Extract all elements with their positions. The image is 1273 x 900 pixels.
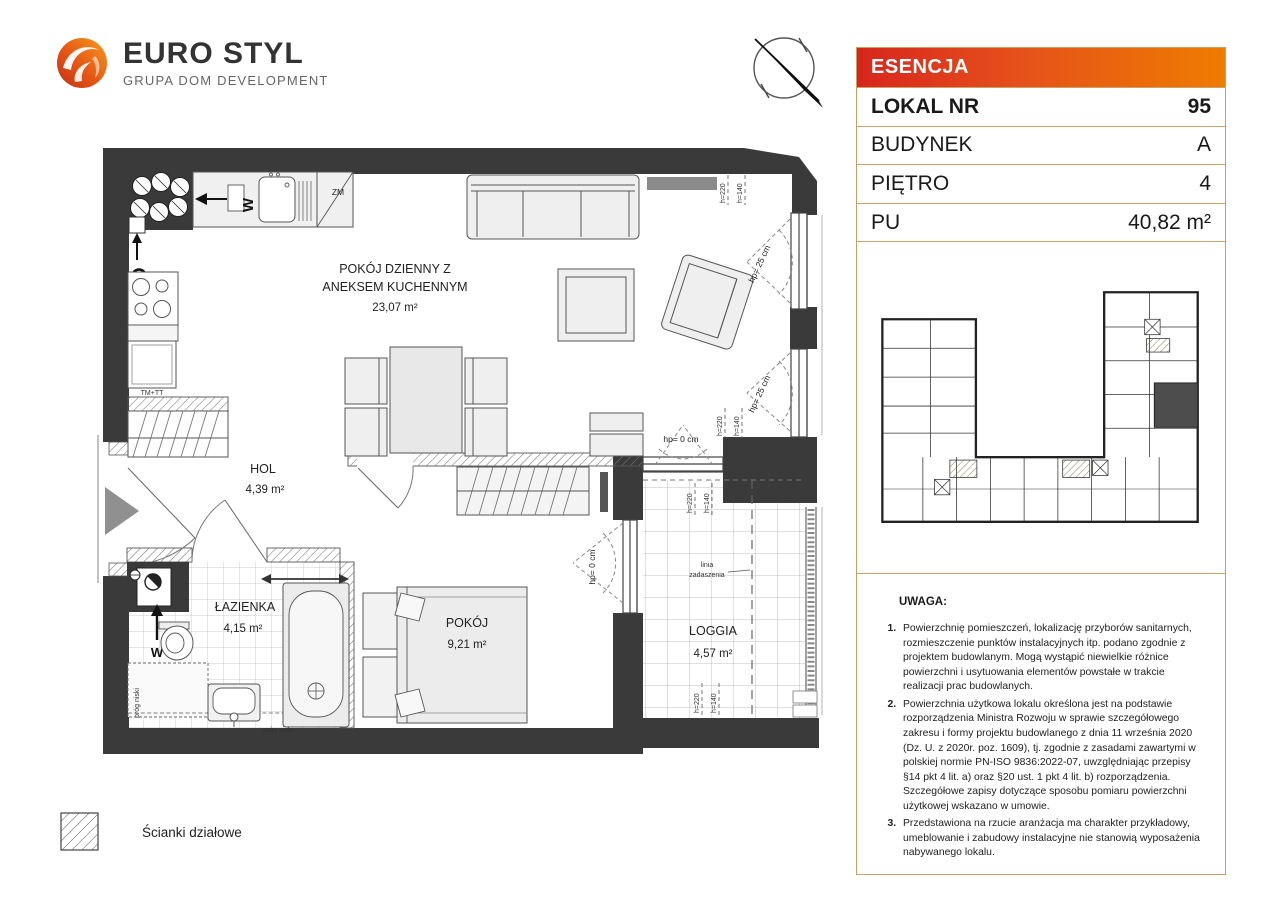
partition-wall-swatch [60, 812, 100, 852]
entry-jamb [109, 563, 129, 576]
euro-styl-flame-icon [55, 36, 109, 90]
fridge [128, 341, 176, 388]
notes-section [857, 573, 1225, 874]
svg-text:9,21 m²: 9,21 m² [447, 639, 487, 651]
svg-text:4,39 m²: 4,39 m² [245, 484, 285, 496]
threshold-label: próg niski [134, 688, 141, 718]
info-row-pu [857, 203, 1225, 242]
north-arrow-icon [738, 22, 830, 119]
row-value: A [1196, 133, 1211, 157]
legend-label: Ścianki działowe [142, 824, 242, 840]
brand-name: EURO STYL [123, 36, 304, 70]
dishwasher-label: ZM [331, 187, 345, 197]
sofa [467, 175, 639, 239]
living-room-label: POKÓJ DZIENNY Z [339, 262, 451, 276]
legend [60, 812, 242, 852]
bed [363, 587, 527, 723]
washbasin [208, 684, 260, 727]
bedroom-label: POKÓJ [445, 616, 489, 630]
info-row-budynek [857, 126, 1225, 165]
armchair [660, 254, 754, 351]
row-value: 40,82 m² [1128, 210, 1211, 234]
note-item: 3. Przedstawiona na rzucie aranżacja ma charakter przykładowy, umeblowanie i zabudowy instalacyjne nie stanowią wyposażenia nabywanego lokalu. [899, 817, 1207, 861]
media-cabinet [590, 413, 643, 456]
notes-list [875, 622, 1207, 861]
tv-sideboard [647, 177, 717, 190]
row-value: 95 [1187, 94, 1211, 118]
loggia-label: LOGGIA [689, 624, 737, 638]
developer-logo [55, 36, 329, 90]
kitchen-sink [259, 177, 295, 222]
living-room-furniture [345, 175, 755, 456]
meter-label: TM+TT [140, 390, 164, 397]
building-overview-map [857, 241, 1225, 573]
svg-text:hp= 0 cm: hp= 0 cm [663, 434, 699, 444]
row-label: LOKAL NR [871, 94, 980, 118]
svg-text:ANEKSEM KUCHENNYM: ANEKSEM KUCHENNYM [322, 280, 468, 294]
coffee-table [558, 269, 634, 341]
hall-wardrobe [128, 411, 228, 457]
svg-text:h=220: h=220 [717, 416, 724, 436]
hall-label: HOL [250, 462, 276, 476]
loggia-floor [643, 480, 805, 718]
info-row-lokal [857, 87, 1225, 126]
row-label: BUDYNEK [871, 133, 973, 157]
svg-text:h=220: h=220 [720, 183, 727, 203]
threshold-label: próg niski [263, 727, 293, 734]
svg-text:23,07 m²: 23,07 m² [372, 302, 418, 314]
svg-text:linia: linia [700, 562, 714, 569]
kitchen-area [127, 172, 353, 457]
row-value: 4 [1199, 171, 1211, 195]
entry-arrow [105, 487, 139, 535]
bathroom-label: ŁAZIENKA [214, 600, 276, 614]
washer-label: W [150, 645, 164, 660]
brand-tagline: GRUPA DOM DEVELOPMENT [123, 72, 329, 88]
project-name-header: ESENCJA [857, 48, 1225, 87]
svg-text:4,15 m²: 4,15 m² [223, 623, 263, 635]
notes-title: UWAGA: [899, 596, 947, 608]
highlighted-unit [1154, 383, 1197, 427]
apartment-floor-plan [95, 135, 840, 780]
svg-text:h=140: h=140 [704, 493, 711, 513]
svg-text:hp= 25 cm: hp= 25 cm [746, 243, 773, 284]
row-label: PIĘTRO [871, 171, 950, 195]
svg-text:hp= 0 cm: hp= 0 cm [587, 549, 597, 585]
note-item: 1. Powierzchnię pomieszczeń, lokalizację przyborów sanitarnych, rozmieszczenie punktów instalacyjnych itp. podano zgodnie z projektem budowlanym. Mogą wystąpić niewielkie różnice powierzchni i usytuowania elementów powstałe w trakcie realizacji prac budowlanych. [899, 622, 1207, 695]
tap-symbol: W [240, 197, 257, 213]
row-label: PU [871, 210, 901, 234]
svg-text:h=140: h=140 [734, 416, 741, 436]
dining-set [345, 347, 507, 456]
note-item: 2. Powierzchnia użytkowa lokalu określona jest na podstawie rozporządzenia Ministra Rozwoju w sprawie szczegółowego zakresu i formy projektu budowlanego z dnia 11 września 2020 (Dz. U. z 2020r. poz. 1609), tj. zgodnie z zasadami zawartymi w polskiej normie PN-ISO 9836:2022-07, uwzględniając przepisy §14 pkt 4 lit. a) oraz §20 ust. 1 pkt 4 lit. b) rozporządzenia. Szczegółowe zapisy dotyczące sposobu pomiaru powierzchni użytkowej wskazano w umowie. [899, 698, 1207, 815]
svg-text:hp= 25 cm: hp= 25 cm [746, 373, 773, 414]
unit-info-panel [856, 47, 1226, 875]
svg-text:h=140: h=140 [711, 693, 718, 713]
svg-text:4,57 m²: 4,57 m² [693, 648, 733, 660]
svg-text:h=220: h=220 [694, 693, 701, 713]
svg-text:zadaszenia: zadaszenia [689, 572, 725, 579]
radiator [600, 472, 608, 512]
entry-jamb [109, 442, 129, 455]
bedroom-wardrobe [457, 467, 589, 515]
info-row-pietro [857, 164, 1225, 203]
svg-text:h=140: h=140 [737, 183, 744, 203]
svg-text:h=220: h=220 [687, 493, 694, 513]
